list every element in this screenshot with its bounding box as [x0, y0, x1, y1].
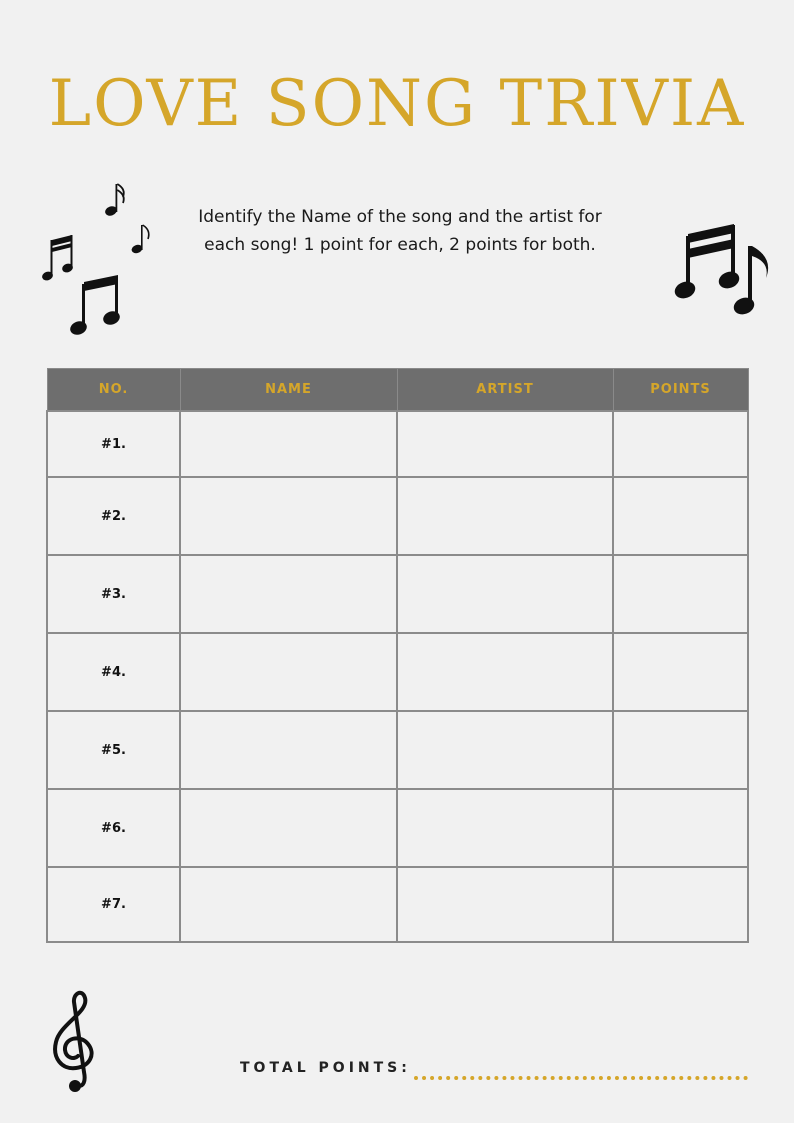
- artist-cell[interactable]: [397, 789, 613, 867]
- column-header-no: NO.: [47, 369, 180, 412]
- row-number: #1.: [47, 411, 180, 477]
- total-points-label: TOTAL POINTS:: [240, 1060, 411, 1076]
- points-cell[interactable]: [613, 867, 748, 942]
- artist-cell[interactable]: [397, 867, 613, 942]
- table-row: [47, 867, 748, 942]
- trivia-table: [46, 368, 749, 943]
- table-row: [47, 711, 748, 789]
- page-title: LOVE SONG TRIVIA: [48, 67, 746, 141]
- total-points-line[interactable]: [414, 1076, 748, 1080]
- table-row: [47, 633, 748, 711]
- table-header-row: [47, 369, 748, 412]
- column-header-artist: ARTIST: [397, 369, 613, 412]
- name-cell[interactable]: [180, 477, 397, 555]
- row-number: #2.: [47, 477, 180, 555]
- name-cell[interactable]: [180, 555, 397, 633]
- points-cell[interactable]: [613, 555, 748, 633]
- instructions: [150, 203, 650, 259]
- points-cell[interactable]: [613, 411, 748, 477]
- table-row: [47, 789, 748, 867]
- row-number: #7.: [47, 867, 180, 942]
- instructions-line-1: Identify the Name of the song and the artist for: [198, 207, 602, 227]
- artist-cell[interactable]: [397, 555, 613, 633]
- eighth-note-icon: [130, 222, 152, 256]
- name-cell[interactable]: [180, 789, 397, 867]
- name-cell[interactable]: [180, 711, 397, 789]
- points-cell[interactable]: [613, 633, 748, 711]
- row-number: #4.: [47, 633, 180, 711]
- sixteenth-note-icon: [102, 180, 128, 218]
- table-row: [47, 555, 748, 633]
- treble-clef-icon: [48, 990, 108, 1094]
- points-cell[interactable]: [613, 477, 748, 555]
- beamed-notes-icon: [70, 274, 122, 338]
- artist-cell[interactable]: [397, 411, 613, 477]
- column-header-name: NAME: [180, 369, 397, 412]
- table-row: [47, 411, 748, 477]
- name-cell[interactable]: [180, 411, 397, 477]
- name-cell[interactable]: [180, 633, 397, 711]
- row-number: #3.: [47, 555, 180, 633]
- name-cell[interactable]: [180, 867, 397, 942]
- points-cell[interactable]: [613, 711, 748, 789]
- row-number: #6.: [47, 789, 180, 867]
- artist-cell[interactable]: [397, 477, 613, 555]
- points-cell[interactable]: [613, 789, 748, 867]
- artist-cell[interactable]: [397, 633, 613, 711]
- column-header-points: POINTS: [613, 369, 748, 412]
- beamed-notes-icon: [674, 222, 774, 322]
- artist-cell[interactable]: [397, 711, 613, 789]
- instructions-line-2: each song! 1 point for each, 2 points for both.: [204, 235, 596, 255]
- row-number: #5.: [47, 711, 180, 789]
- table-row: [47, 477, 748, 555]
